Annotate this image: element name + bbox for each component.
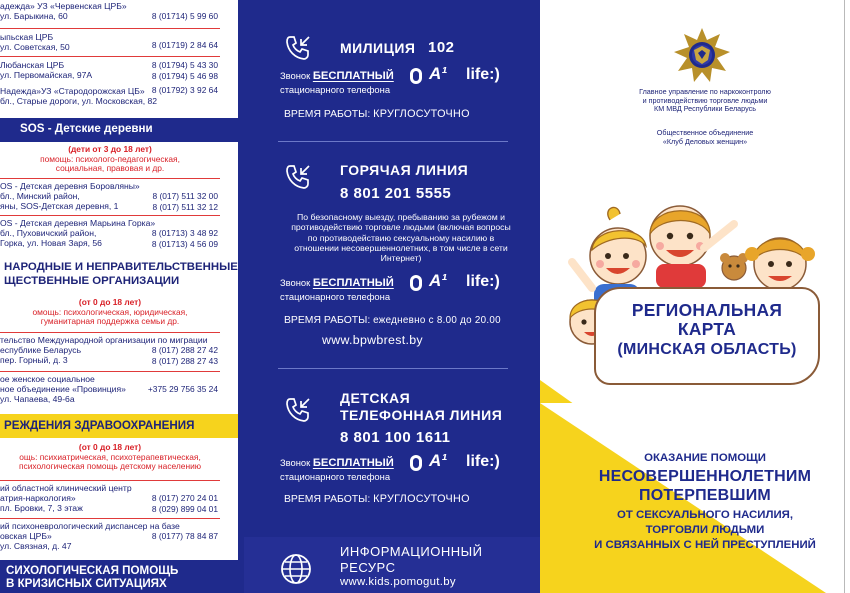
org-entry [0, 32, 236, 52]
gov-line-4: Общественное объединение [656, 128, 754, 137]
militia-hours [284, 108, 470, 120]
ngo-age: (от 0 до 18 лет) [78, 297, 142, 307]
org-entry [0, 483, 236, 513]
ngo-subtitle [0, 298, 220, 327]
free-call-prefix: Звонок [280, 457, 311, 468]
life-logo: life:) [466, 453, 500, 470]
org-entry [0, 374, 236, 404]
kids-line-title-2: ТЕЛЕФОННАЯ ЛИНИЯ [340, 406, 503, 423]
beltelecom-logo-icon [410, 455, 422, 471]
help-line-5: ТОРГОВЛИ ЛЮДЬМИ [645, 524, 765, 536]
gov-line-1: Главное управление по наркоконтролю [639, 87, 771, 96]
org-name: ий областной клинический центр [0, 483, 132, 493]
health-age: (от 0 до 18 лет) [78, 442, 142, 452]
ngo-org-text [600, 129, 810, 146]
separator [0, 178, 220, 179]
phone-incoming-icon [284, 34, 312, 62]
org-name: OS - Детская деревня Марьина Горка» [0, 218, 156, 228]
info-resource-title-1: ИНФОРМАЦИОННЫЙ [340, 544, 483, 559]
org-address: еспублике Беларусь [0, 345, 82, 356]
org-address: бл., Пуховичский район, [0, 228, 97, 239]
org-phone: +375 29 756 35 24 [147, 384, 218, 394]
gov-org-text [600, 88, 810, 114]
kids-line-title [340, 390, 502, 424]
work-label: ВРЕМЯ РАБОТЫ: [284, 315, 371, 326]
a1-logo: A¹ [429, 271, 447, 290]
ngo-help-text-2: гуманитарная поддержка семьи др. [40, 316, 180, 327]
health-help-text-1: ощь: психиатрическая, психотерапевтическая, [19, 451, 201, 462]
org-name: ное объединение «Провинция» [0, 384, 126, 395]
separator [0, 518, 220, 519]
child-boy-center-icon [650, 206, 734, 288]
health-subtitle [0, 443, 220, 472]
org-name: Любанская ЦРБ [0, 60, 65, 70]
sos-subtitle [0, 145, 220, 174]
divider [278, 141, 508, 142]
health-help-text-2: психологическая помощь детскому населению [18, 461, 202, 472]
kids-line-title-1: ДЕТСКАЯ [340, 390, 411, 406]
org-name: овская ЦРБ» [0, 531, 52, 542]
org-name: атрия-наркология» [0, 493, 76, 504]
kids-line-hours-value: КРУГЛОСУТОЧНО [373, 493, 470, 505]
free-call-row [280, 457, 394, 482]
org-name: тельство Международной организации по миграции [0, 335, 208, 345]
work-label: ВРЕМЯ РАБОТЫ: [284, 109, 371, 120]
info-resource-title [340, 544, 482, 575]
separator [0, 332, 220, 333]
free-call-word: БЕСПЛАТНЫЙ [312, 457, 394, 469]
free-call-row [280, 277, 394, 302]
org-phone: 8 (01794) 5 43 30 [151, 60, 218, 70]
regional-map-title [594, 301, 820, 358]
org-address: пер. Горный, д. 3 [0, 355, 68, 366]
org-entry [0, 1, 236, 21]
org-phone: 8 (01713) 3 48 92 [151, 228, 218, 238]
free-call-word: БЕСПЛАТНЫЙ [312, 277, 394, 289]
org-phone: 8 (017) 288 27 42 [151, 345, 218, 355]
sos-age: (дети от 3 до 18 лет) [68, 144, 152, 154]
info-resource-title-2: РЕСУРС [340, 559, 396, 575]
beltelecom-logo-icon [410, 68, 422, 84]
org-name: ыпьская ЦРБ [0, 32, 54, 42]
gov-line-5: «Клуб Деловых женщин» [662, 136, 748, 146]
org-entry [0, 86, 236, 106]
crisis-header-line-1: СИХОЛОГИЧЕСКАЯ ПОМОЩЬ [6, 564, 179, 577]
help-line-2: НЕСОВЕРШЕННОЛЕТНИМ [598, 468, 812, 485]
mvd-emblem-icon [672, 26, 732, 86]
hotline-hours [284, 315, 501, 326]
org-phone: 8 (0177) 78 84 87 [151, 531, 218, 541]
free-call-row [280, 70, 394, 95]
org-phone: 8 (029) 899 04 01 [151, 504, 218, 514]
org-address: бл., Минский район, [0, 191, 80, 202]
gov-line-3: КМ МВД Республики Беларусь [654, 104, 756, 114]
org-name: ий психоневрологический диспансер на базе [0, 521, 180, 531]
phone-incoming-icon [284, 163, 312, 191]
org-entry [0, 335, 236, 365]
separator [0, 56, 220, 57]
gov-line-2: и противодействию торговле людьми [642, 95, 768, 105]
ngo-header-line-1: НАРОДНЫЕ И НЕПРАВИТЕЛЬСТВЕННЫЕ [4, 261, 238, 273]
right-panel [540, 0, 850, 593]
hotline-hours-value: ежедневно с 8.00 до 20.00 [373, 315, 501, 326]
help-line-6: И СВЯЗАННЫХ С НЕЙ ПРЕСТУПЛЕНИЙ [594, 539, 816, 551]
org-entry [0, 181, 236, 211]
crisis-header-line-2: В КРИЗИСНЫХ СИТУАЦИЯХ [6, 577, 167, 591]
beltelecom-logo-icon [410, 275, 422, 291]
teddy-bear-icon [720, 253, 748, 280]
sos-help-text-2: социальная, правовая и др. [55, 163, 165, 174]
free-call-prefix: Звонок [280, 277, 311, 288]
work-label: ВРЕМЯ РАБОТЫ: [284, 494, 371, 505]
help-line-3: ПОТЕРПЕВШИМ [639, 487, 771, 504]
health-header: РЕЖДЕНИЯ ЗДРАВООХРАНЕНИЯ [0, 414, 238, 438]
free-call-suffix: стационарного телефона [280, 84, 391, 95]
a1-logo: A¹ [429, 64, 447, 83]
org-address: ул. Связная, д. 47 [0, 541, 72, 552]
hotline-description: По безопасному выезду, пребыванию за рубежом и противодействию торговле людьми (включая вопросы по противодействию сексуальному насилию в отношении несовершеннолетних, в том числе в сети Интернет) [291, 212, 511, 264]
org-phone: 8 (01794) 5 46 98 [151, 71, 218, 81]
militia-hours-value: КРУГЛОСУТОЧНО [373, 108, 470, 120]
kids-line-hours [284, 493, 470, 505]
org-address: бл., Старые дороги, ул. Московская, 82 [0, 96, 158, 107]
org-address: Горка, ул. Новая Заря, 56 [0, 238, 102, 249]
a1-logo: A¹ [429, 451, 447, 470]
org-phone: 8 (017) 270 24 01 [151, 493, 218, 503]
org-phone: 8 (01719) 2 84 64 [151, 40, 218, 50]
separator [0, 480, 220, 481]
crisis-header [0, 560, 238, 593]
help-line-1: ОКАЗАНИЕ ПОМОЩИ [644, 452, 766, 464]
sos-help-text-1: помощь: психолого-педагогическая, [40, 153, 180, 164]
org-phone: 8 (017) 511 32 12 [152, 202, 218, 212]
militia-title: МИЛИЦИЯ [340, 40, 416, 56]
child-girl-right-icon [745, 238, 815, 290]
regional-map-line-3: (МИНСКАЯ ОБЛАСТЬ) [617, 340, 797, 358]
page-edge-line [844, 0, 845, 593]
free-call-suffix: стационарного телефона [280, 291, 391, 302]
org-address: ул. Барыкина, 60 [0, 11, 68, 22]
phone-incoming-icon [284, 396, 312, 424]
free-call-suffix: стационарного телефона [280, 471, 391, 482]
hotline-title: ГОРЯЧАЯ ЛИНИЯ [340, 162, 469, 178]
org-phone: 8 (017) 288 27 43 [151, 356, 218, 366]
left-panel [0, 0, 238, 593]
help-line-4: ОТ СЕКСУАЛЬНОГО НАСИЛИЯ, [617, 509, 793, 521]
org-address: ул. Чапаева, 49-6а [0, 394, 75, 405]
info-resource-link[interactable]: www.kids.pomogut.by [340, 576, 456, 588]
org-phone: 8 (01713) 4 56 09 [151, 239, 218, 249]
org-address: пл. Бровки, 7, 3 этаж [0, 503, 83, 514]
regional-map-line-2: КАРТА [677, 318, 737, 339]
ngo-help-text-1: омощь: психологическая, юридическая, [32, 306, 188, 317]
free-call-word: БЕСПЛАТНЫЙ [312, 70, 394, 82]
org-name: OS - Детская деревня Боровляны» [0, 181, 140, 191]
org-entry [0, 60, 236, 80]
militia-number: 102 [428, 39, 455, 56]
separator [0, 215, 220, 216]
org-entry [0, 218, 236, 248]
org-address: яны, SOS-Детская деревня, 1 [0, 201, 119, 212]
sos-header: SOS - Детские деревни [0, 118, 238, 142]
org-name: адежда» УЗ «Червенская ЦРБ» [0, 1, 127, 11]
ngo-header-line-2: ЩЕСТВЕННЫЕ ОРГАНИЗАЦИИ [4, 275, 180, 288]
life-logo: life:) [466, 66, 500, 83]
middle-panel [244, 0, 540, 593]
org-phone: 8 (01714) 5 99 60 [151, 11, 218, 21]
org-phone: 8 (017) 511 32 00 [152, 191, 218, 201]
org-entry [0, 521, 236, 551]
regional-map-line-1: РЕГИОНАЛЬНАЯ [631, 300, 783, 320]
free-call-prefix: Звонок [280, 70, 311, 81]
hotline-website-link[interactable]: www.bpwbrest.by [322, 333, 423, 347]
globe-icon [280, 553, 312, 585]
org-name: Надежда»УЗ «Стародорожская ЦБ» [0, 86, 145, 96]
org-name: ое женское социальное [0, 374, 95, 384]
ngo-header [0, 260, 238, 289]
separator [0, 371, 220, 372]
org-address: ул. Советская, 50 [0, 42, 70, 53]
org-address: ул. Первомайская, 97А [0, 70, 93, 81]
divider [278, 368, 508, 369]
life-logo: life:) [466, 273, 500, 290]
hotline-number: 8 801 201 5555 [340, 185, 452, 202]
separator [0, 28, 220, 29]
org-phone: 8 (01792) 3 92 64 [151, 85, 218, 95]
kids-line-number: 8 801 100 1611 [340, 429, 451, 446]
